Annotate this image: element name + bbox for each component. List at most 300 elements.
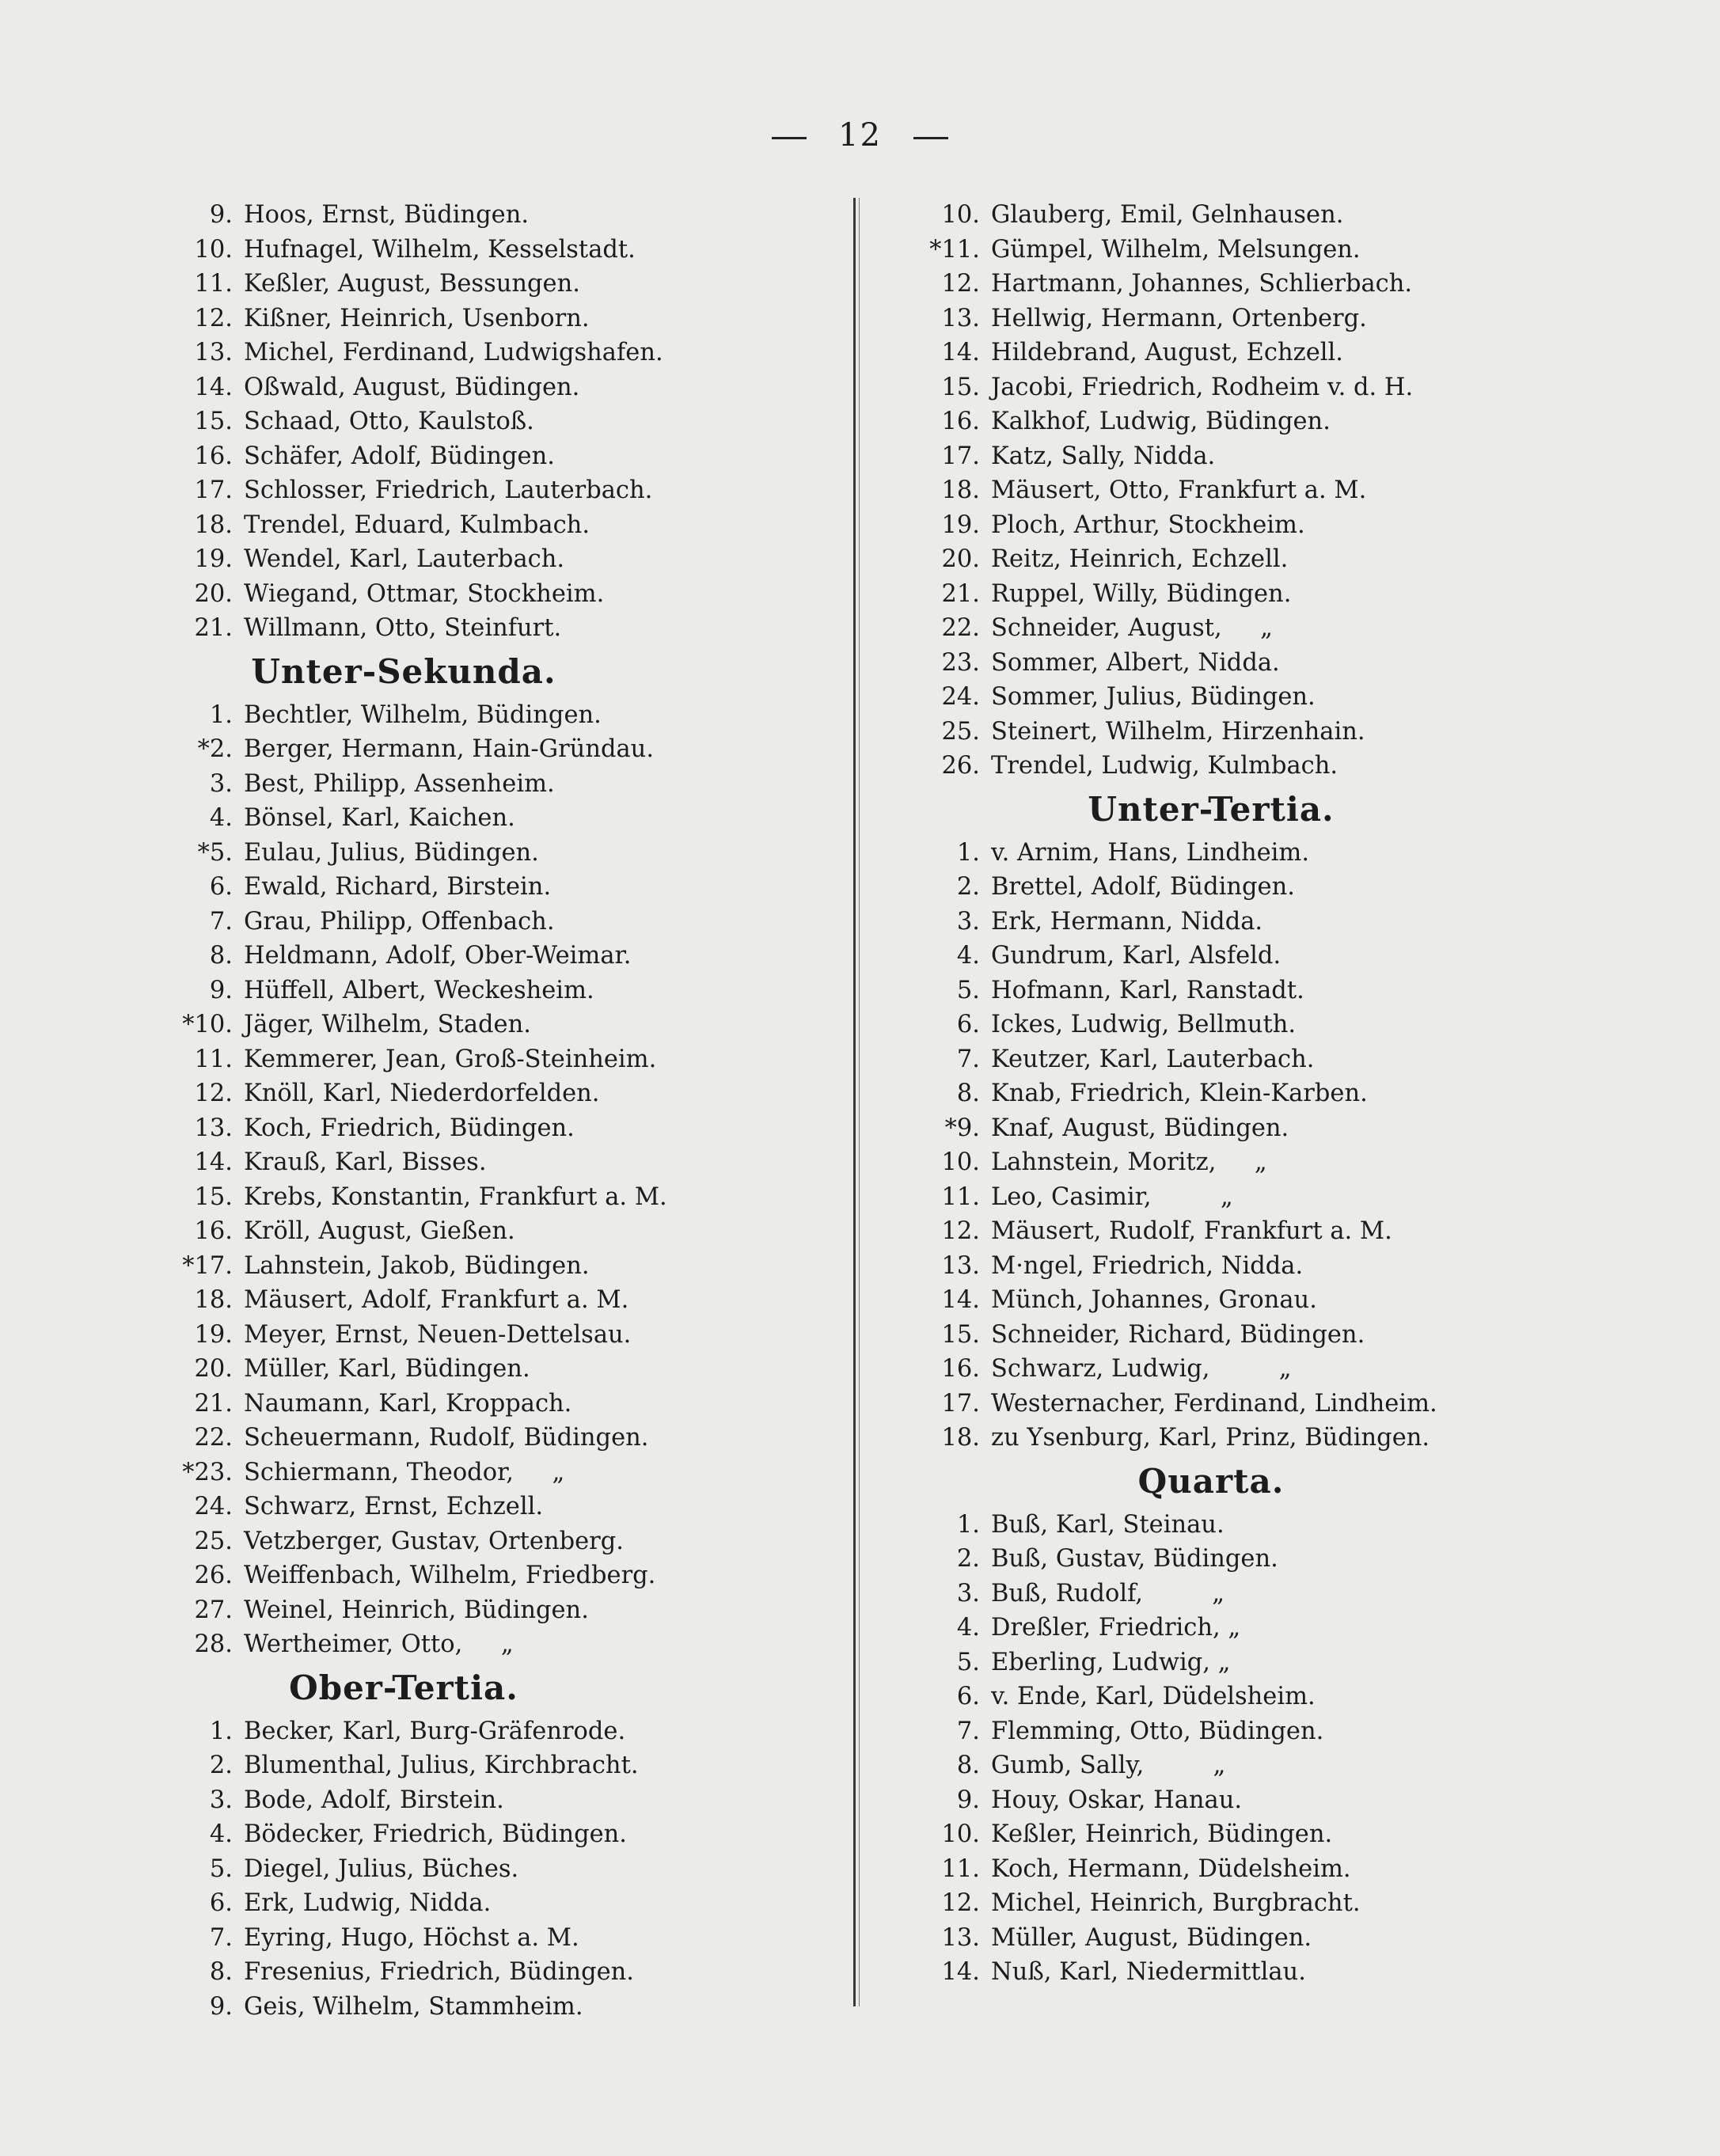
list-item	[119, 577, 879, 612]
entry-text: Diegel, Julius, Büches.	[244, 1854, 519, 1883]
entry-number: 7.	[209, 1923, 233, 1952]
entry-text: Hildebrand, August, Echzell.	[991, 339, 1343, 366]
list-item	[119, 233, 879, 268]
entry-number: 11.	[194, 270, 233, 298]
entry-text: Oßwald, August, Büdingen.	[244, 373, 580, 401]
entry-text: Knöll, Karl, Niederdorfelden.	[244, 1080, 600, 1107]
entry-number: 7.	[209, 907, 233, 936]
list-item	[119, 732, 879, 767]
entry-text: Münch, Johannes, Gronau.	[991, 1286, 1317, 1314]
entry-text: Ickes, Ludwig, Bellmuth.	[991, 1011, 1297, 1038]
entry-text: Bödecker, Friedrich, Büdingen.	[244, 1820, 627, 1848]
entry-text: Gümpel, Wilhelm, Melsungen.	[991, 235, 1361, 264]
list-item	[879, 233, 1638, 268]
entry-text: Brettel, Adolf, Büdingen.	[991, 873, 1295, 901]
entry-text: Keutzer, Karl, Lauterbach.	[991, 1045, 1315, 1073]
entry-number: 13.	[194, 339, 233, 366]
list-item	[879, 439, 1638, 474]
list-item	[119, 1249, 879, 1284]
list-item	[879, 1008, 1638, 1042]
entry-text: v. Ende, Karl, Düdelsheim.	[991, 1683, 1316, 1710]
entry-text: Buß, Karl, Steinau.	[991, 1510, 1225, 1539]
list-item	[119, 508, 879, 543]
entry-number: 17.	[194, 476, 233, 504]
list-item	[879, 336, 1638, 370]
list-item	[119, 1955, 879, 1990]
entry-text: Ewald, Richard, Birstein.	[244, 873, 552, 901]
entry-number: 18.	[194, 1286, 233, 1314]
entry-number: 13.	[941, 304, 980, 332]
entry-number: 26.	[941, 752, 980, 780]
entry-text: v. Arnim, Hans, Lindheim.	[991, 838, 1310, 867]
list-item	[119, 698, 879, 733]
list-item	[879, 1111, 1638, 1146]
list-item	[879, 1714, 1638, 1749]
entry-text: Knaf, August, Büdingen.	[991, 1114, 1289, 1142]
entry-text: Gumb, Sally, „	[991, 1752, 1226, 1779]
list-item	[119, 1145, 879, 1180]
entry-number: 14.	[941, 1958, 980, 1986]
entry-text: Schaad, Otto, Kaulstoß.	[244, 408, 534, 435]
entry-text: Lahnstein, Moritz, „	[991, 1148, 1267, 1176]
entry-number: 9.	[209, 201, 233, 229]
entry-text: Willmann, Otto, Steinfurt.	[244, 614, 562, 642]
list-item	[119, 974, 879, 1008]
entry-number: 3.	[209, 769, 233, 798]
list-item	[119, 1886, 879, 1921]
list-item	[879, 1318, 1638, 1353]
entry-number: 13.	[941, 1923, 980, 1952]
entry-number: 14.	[194, 373, 233, 401]
list-item	[879, 680, 1638, 715]
list-item	[879, 1421, 1638, 1456]
entry-number: 12.	[941, 1889, 980, 1917]
entry-number: *9.	[944, 1114, 980, 1142]
entry-number: *11.	[929, 235, 980, 264]
entry-text: Michel, Ferdinand, Ludwigshafen.	[244, 339, 663, 366]
list-item	[119, 336, 879, 370]
entry-number: 21.	[941, 579, 980, 608]
section-heading: Quarta.	[1137, 1461, 1285, 1501]
entry-text: Gundrum, Karl, Alsfeld.	[991, 942, 1281, 970]
entry-number: 23.	[941, 648, 980, 677]
entry-number: 5.	[956, 976, 980, 1004]
entry-text: Nuß, Karl, Niedermittlau.	[991, 1958, 1306, 1986]
list-item	[119, 542, 879, 577]
entry-number: 11.	[941, 1182, 980, 1211]
dash-left	[772, 137, 807, 139]
entry-number: 16.	[941, 408, 980, 435]
entry-number: 12.	[194, 1080, 233, 1107]
list-item	[119, 836, 879, 871]
entry-text: Hofmann, Karl, Ranstadt.	[991, 976, 1304, 1004]
list-item	[879, 577, 1638, 612]
list-item	[879, 974, 1638, 1008]
section-heading: Unter-Sekunda.	[251, 651, 556, 691]
list-item	[879, 1283, 1638, 1318]
entry-text: Bode, Adolf, Birstein.	[244, 1786, 504, 1814]
entry-text: Westernacher, Ferdinand, Lindheim.	[991, 1389, 1437, 1418]
entry-text: Eulau, Julius, Büdingen.	[244, 838, 539, 867]
entry-text: Kröll, August, Gießen.	[244, 1217, 515, 1245]
entry-text: Schlosser, Friedrich, Lauterbach.	[244, 476, 653, 504]
entry-text: Müller, Karl, Büdingen.	[244, 1355, 530, 1383]
entry-text: Keßler, August, Bessungen.	[244, 270, 580, 298]
left-column	[119, 198, 879, 2024]
list-item	[119, 1817, 879, 1852]
entry-number: 22.	[194, 1424, 233, 1452]
entry-text: Fresenius, Friedrich, Büdingen.	[244, 1958, 634, 1986]
entry-number: 9.	[209, 1992, 233, 2021]
entry-number: 12.	[941, 1217, 980, 1245]
entry-number: 6.	[956, 1011, 980, 1038]
entry-text: Müller, August, Büdingen.	[991, 1923, 1312, 1952]
list-item	[119, 1490, 879, 1524]
entry-number: 16.	[941, 1355, 980, 1383]
entry-text: Jäger, Wilhelm, Staden.	[244, 1011, 531, 1038]
list-item	[879, 905, 1638, 939]
entry-text: Mäusert, Otto, Frankfurt a. M.	[991, 476, 1367, 504]
entry-text: Keßler, Heinrich, Büdingen.	[991, 1820, 1333, 1848]
list-item	[119, 1627, 879, 1662]
list-item	[119, 1180, 879, 1215]
page-number	[0, 117, 1720, 154]
entry-number: 2.	[209, 1752, 233, 1779]
list-item	[119, 1593, 879, 1628]
entry-text: Leo, Casimir, „	[991, 1182, 1233, 1211]
list-item	[119, 1352, 879, 1387]
entry-number: 21.	[194, 614, 233, 642]
entry-number: *2.	[197, 735, 233, 763]
entry-text: M·ngel, Friedrich, Nidda.	[991, 1251, 1304, 1280]
entry-number: 9.	[956, 1786, 980, 1814]
list-item	[879, 267, 1638, 302]
list-item	[879, 1508, 1638, 1543]
entry-number: 10.	[941, 1820, 980, 1848]
entry-text: Schwarz, Ludwig, „	[991, 1355, 1292, 1383]
entry-text: Vetzberger, Gustav, Ortenberg.	[244, 1527, 624, 1555]
entry-number: 27.	[194, 1596, 233, 1624]
list-item	[879, 939, 1638, 974]
list-item	[119, 439, 879, 474]
list-item	[879, 1921, 1638, 1956]
list-item	[119, 267, 879, 302]
entry-number: 11.	[194, 1045, 233, 1073]
entry-number: 3.	[209, 1786, 233, 1814]
list-item	[119, 1318, 879, 1353]
list-item	[119, 302, 879, 336]
list-item	[119, 1111, 879, 1146]
entry-number: 2.	[956, 1545, 980, 1573]
list-item	[119, 1214, 879, 1249]
entry-number: 18.	[941, 476, 980, 504]
entry-text: Schäfer, Adolf, Büdingen.	[244, 442, 555, 470]
entry-number: 25.	[941, 717, 980, 746]
entry-text: Knab, Friedrich, Klein-Karben.	[991, 1080, 1368, 1107]
entry-text: Bechtler, Wilhelm, Büdingen.	[244, 700, 602, 729]
entry-number: 24.	[941, 683, 980, 711]
entry-number: 8.	[956, 1080, 980, 1107]
entry-number: 28.	[194, 1630, 233, 1658]
entry-number: 8.	[209, 1958, 233, 1986]
list-item	[879, 1611, 1638, 1645]
entry-number: 19.	[194, 545, 233, 573]
entry-text: Hartmann, Johannes, Schlierbach.	[991, 270, 1413, 298]
list-item	[879, 1783, 1638, 1818]
entry-text: Schwarz, Ernst, Echzell.	[244, 1493, 544, 1520]
list-item	[879, 404, 1638, 439]
entry-text: Blumenthal, Julius, Kirchbracht.	[244, 1752, 639, 1779]
entry-number: 12.	[194, 304, 233, 332]
list-item	[879, 302, 1638, 336]
right-column	[879, 198, 1638, 1990]
list-item	[119, 905, 879, 939]
entry-text: Koch, Hermann, Düdelsheim.	[991, 1854, 1351, 1883]
entry-text: Glauberg, Emil, Gelnhausen.	[991, 201, 1344, 229]
entry-number: 16.	[194, 442, 233, 470]
list-item	[119, 870, 879, 905]
entry-text: Eyring, Hugo, Höchst a. M.	[244, 1923, 579, 1952]
entry-text: Scheuermann, Rudolf, Büdingen.	[244, 1424, 649, 1452]
list-item	[879, 1042, 1638, 1077]
entry-number: 10.	[941, 201, 980, 229]
list-item	[119, 801, 879, 836]
list-item	[119, 1714, 879, 1749]
list-item	[879, 715, 1638, 750]
entry-number: 11.	[941, 1854, 980, 1883]
entry-text: Erk, Hermann, Nidda.	[991, 907, 1263, 936]
entry-number: 15.	[941, 373, 980, 401]
entry-number: 10.	[941, 1148, 980, 1176]
entry-number: 17.	[941, 1389, 980, 1418]
entry-text: Wendel, Karl, Lauterbach.	[244, 545, 565, 573]
entry-text: Schneider, August, „	[991, 614, 1273, 642]
entry-number: 25.	[194, 1527, 233, 1555]
list-item	[879, 1249, 1638, 1284]
entry-number: 14.	[941, 339, 980, 366]
entry-text: Krebs, Konstantin, Frankfurt a. M.	[244, 1182, 667, 1211]
list-item	[119, 198, 879, 233]
list-item	[879, 611, 1638, 646]
entry-number: 6.	[956, 1683, 980, 1710]
entry-text: Kalkhof, Ludwig, Büdingen.	[991, 408, 1331, 435]
entry-number: 20.	[941, 545, 980, 573]
entry-number: 13.	[194, 1114, 233, 1142]
entry-text: Buß, Rudolf, „	[991, 1579, 1225, 1608]
entry-text: Erk, Ludwig, Nidda.	[244, 1889, 492, 1917]
list-item	[119, 1421, 879, 1456]
list-item	[119, 1783, 879, 1818]
entry-text: Grau, Philipp, Offenbach.	[244, 907, 555, 936]
entry-number: 15.	[194, 408, 233, 435]
list-item	[119, 611, 879, 646]
list-item	[879, 1180, 1638, 1215]
entry-number: 7.	[956, 1045, 980, 1073]
entry-text: zu Ysenburg, Karl, Prinz, Büdingen.	[991, 1424, 1430, 1452]
entry-text: Koch, Friedrich, Büdingen.	[244, 1114, 575, 1142]
entry-number: 19.	[941, 511, 980, 539]
column-divider	[853, 198, 856, 2006]
entry-text: Geis, Wilhelm, Stammheim.	[244, 1992, 583, 2021]
entry-text: Lahnstein, Jakob, Büdingen.	[244, 1251, 590, 1280]
entry-text: Dreßler, Friedrich, „	[991, 1614, 1241, 1642]
entry-number: 1.	[209, 700, 233, 729]
list-item	[879, 542, 1638, 577]
list-item	[119, 370, 879, 405]
entry-text: Wiegand, Ottmar, Stockheim.	[244, 579, 605, 608]
entry-number: 2.	[956, 873, 980, 901]
entry-number: 14.	[194, 1148, 233, 1176]
entry-number: 20.	[194, 579, 233, 608]
list-item	[119, 767, 879, 802]
entry-text: Bönsel, Karl, Kaichen.	[244, 804, 515, 832]
entry-number: 3.	[956, 1579, 980, 1608]
entry-number: 4.	[956, 942, 980, 970]
list-item	[879, 1145, 1638, 1180]
entry-number: 20.	[194, 1355, 233, 1383]
entry-number: 5.	[209, 1854, 233, 1883]
entry-number: 4.	[209, 804, 233, 832]
entry-number: 16.	[194, 1217, 233, 1245]
entry-number: 1.	[956, 1510, 980, 1539]
entry-number: 15.	[194, 1182, 233, 1211]
entry-text: Ploch, Arthur, Stockheim.	[991, 511, 1305, 539]
entry-number: 8.	[956, 1752, 980, 1779]
list-item	[879, 870, 1638, 905]
list-item	[879, 1748, 1638, 1783]
list-item	[119, 1008, 879, 1042]
entry-text: Becker, Karl, Burg-Gräfenrode.	[244, 1717, 626, 1745]
entry-text: Hufnagel, Wilhelm, Kesselstadt.	[244, 235, 636, 264]
entry-number: 1.	[209, 1717, 233, 1745]
entry-text: Best, Philipp, Assenheim.	[244, 769, 555, 798]
entry-number: *23.	[182, 1458, 233, 1486]
entry-number: 19.	[194, 1320, 233, 1349]
list-item	[119, 1042, 879, 1077]
list-item	[879, 1886, 1638, 1921]
entry-number: 9.	[209, 976, 233, 1004]
entry-text: Katz, Sally, Nidda.	[991, 442, 1216, 470]
entry-number: 3.	[956, 907, 980, 936]
list-item	[879, 473, 1638, 508]
list-item	[119, 1076, 879, 1111]
entry-number: 5.	[956, 1648, 980, 1676]
entry-text: Hüffell, Albert, Weckesheim.	[244, 976, 594, 1004]
entry-number: 21.	[194, 1389, 233, 1418]
list-item	[879, 1955, 1638, 1990]
entry-text: Meyer, Ernst, Neuen-Dettelsau.	[244, 1320, 632, 1349]
list-item	[119, 1387, 879, 1422]
entry-text: Mäusert, Rudolf, Frankfurt a. M.	[991, 1217, 1392, 1245]
page-number-text: 12	[838, 117, 882, 154]
list-item	[879, 1680, 1638, 1714]
entry-number: 22.	[941, 614, 980, 642]
entry-number: 7.	[956, 1717, 980, 1745]
list-item	[119, 939, 879, 974]
list-item	[879, 198, 1638, 233]
list-item	[119, 1921, 879, 1956]
list-item	[119, 1748, 879, 1783]
entry-text: Kißner, Heinrich, Usenborn.	[244, 304, 590, 332]
entry-number: 17.	[941, 442, 980, 470]
list-item	[879, 1076, 1638, 1111]
entry-text: Sommer, Albert, Nidda.	[991, 648, 1280, 677]
entry-number: 1.	[956, 838, 980, 867]
list-item	[879, 646, 1638, 681]
entry-text: Jacobi, Friedrich, Rodheim v. d. H.	[991, 373, 1414, 401]
list-item	[879, 1214, 1638, 1249]
entry-number: 13.	[941, 1251, 980, 1280]
entry-number: 4.	[209, 1820, 233, 1848]
entry-number: 10.	[194, 235, 233, 264]
entry-text: Ruppel, Willy, Büdingen.	[991, 579, 1292, 608]
entry-number: 6.	[209, 873, 233, 901]
entry-text: Weinel, Heinrich, Büdingen.	[244, 1596, 589, 1624]
list-item	[879, 508, 1638, 543]
entry-number: 18.	[194, 511, 233, 539]
section-heading: Unter-Tertia.	[1088, 789, 1335, 829]
entry-number: *17.	[182, 1251, 233, 1280]
entry-text: Trendel, Eduard, Kulmbach.	[244, 511, 590, 539]
entry-text: Heldmann, Adolf, Ober-Weimar.	[244, 942, 632, 970]
entry-text: Hellwig, Hermann, Ortenberg.	[991, 304, 1367, 332]
list-item	[879, 836, 1638, 871]
dash-right	[913, 137, 948, 139]
section-heading: Ober-Tertia.	[289, 1668, 518, 1707]
entry-number: 24.	[194, 1493, 233, 1520]
entry-text: Houy, Oskar, Hanau.	[991, 1786, 1243, 1814]
list-item	[119, 404, 879, 439]
entry-text: Flemming, Otto, Büdingen.	[991, 1717, 1324, 1745]
list-item	[119, 1524, 879, 1559]
entry-number: *10.	[182, 1011, 233, 1038]
entry-number: 26.	[194, 1562, 233, 1589]
list-item	[879, 1817, 1638, 1852]
list-item	[879, 749, 1638, 784]
entry-text: Naumann, Karl, Kroppach.	[244, 1389, 572, 1418]
list-item	[119, 1456, 879, 1490]
entry-text: Krauß, Karl, Bisses.	[244, 1148, 487, 1176]
list-item	[119, 1283, 879, 1318]
entry-number: 4.	[956, 1614, 980, 1642]
entry-text: Trendel, Ludwig, Kulmbach.	[991, 752, 1338, 780]
list-item	[879, 1352, 1638, 1387]
entry-number: 15.	[941, 1320, 980, 1349]
list-item	[879, 1645, 1638, 1680]
entry-text: Michel, Heinrich, Burgbracht.	[991, 1889, 1361, 1917]
entry-text: Steinert, Wilhelm, Hirzenhain.	[991, 717, 1365, 746]
entry-number: 6.	[209, 1889, 233, 1917]
entry-text: Mäusert, Adolf, Frankfurt a. M.	[244, 1286, 629, 1314]
list-item	[119, 1990, 879, 2025]
entry-text: Reitz, Heinrich, Echzell.	[991, 545, 1289, 573]
entry-text: Buß, Gustav, Büdingen.	[991, 1545, 1278, 1573]
entry-text: Sommer, Julius, Büdingen.	[991, 683, 1316, 711]
entry-number: 8.	[209, 942, 233, 970]
entry-number: *5.	[197, 838, 233, 867]
entry-text: Wertheimer, Otto, „	[244, 1630, 514, 1658]
list-item	[879, 1577, 1638, 1611]
entry-text: Berger, Hermann, Hain-Gründau.	[244, 735, 655, 763]
list-item	[879, 370, 1638, 405]
list-item	[879, 1852, 1638, 1887]
list-item	[879, 1542, 1638, 1577]
list-item	[119, 1558, 879, 1593]
entry-text: Hoos, Ernst, Büdingen.	[244, 201, 530, 229]
entry-number: 18.	[941, 1424, 980, 1452]
entry-number: 12.	[941, 270, 980, 298]
list-item	[119, 473, 879, 508]
